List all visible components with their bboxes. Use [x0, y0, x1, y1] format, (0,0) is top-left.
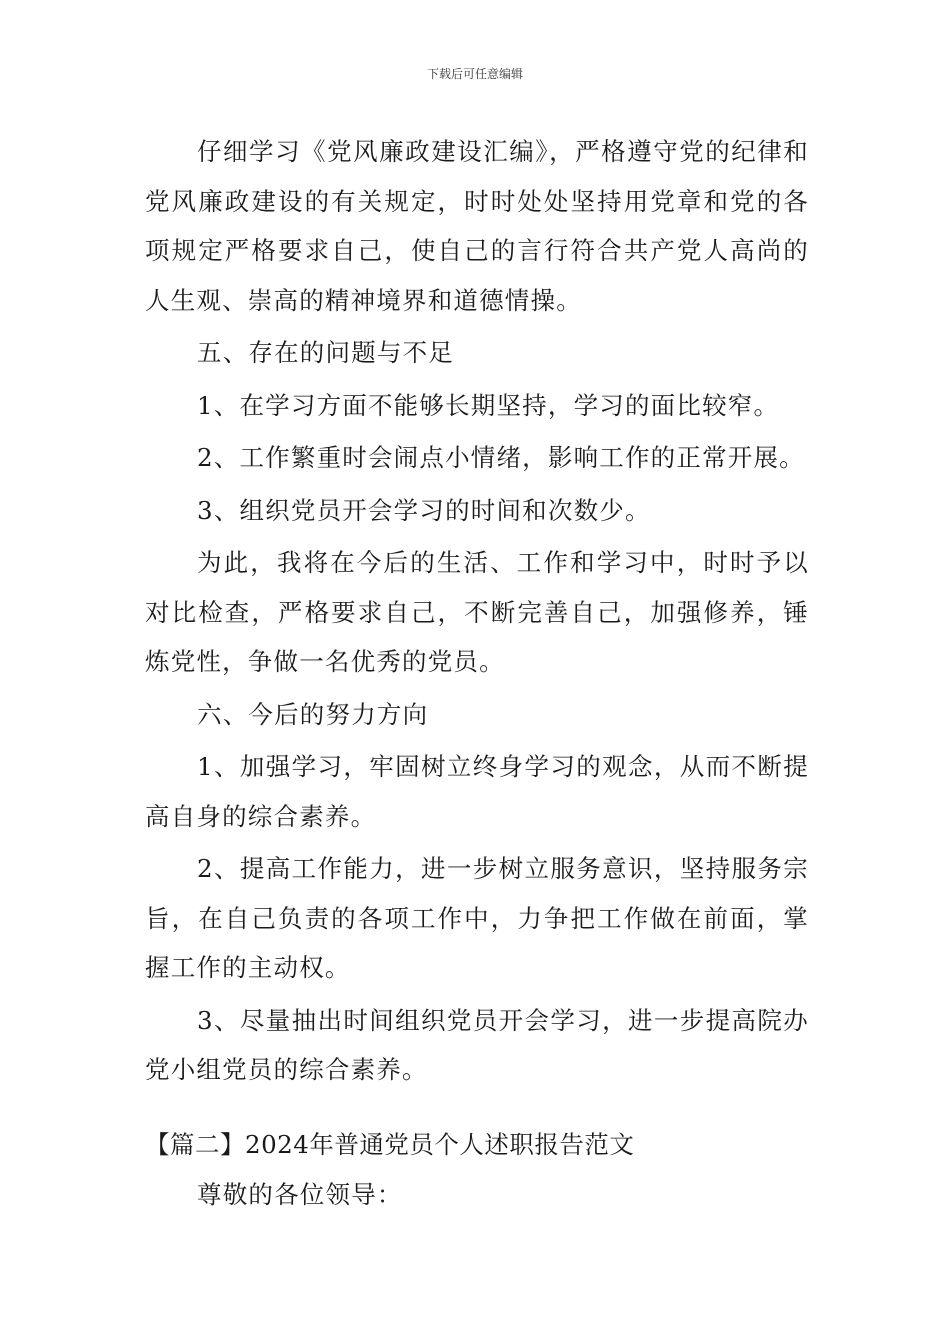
page-header-note: 下载后可任意编辑: [426, 67, 523, 81]
list-item-direction-3: 3、尽量抽出时间组织党员开会学习，进一步提高院办党小组党员的综合素养。: [145, 1005, 809, 1084]
heading-problems: 五、存在的问题与不足: [197, 338, 454, 367]
list-item-problem-3: 3、组织党员开会学习的时间和次数少。: [197, 495, 651, 525]
list-item-direction-2: 2、提高工作能力，进一步树立服务意识，坚持服务宗旨，在自己负责的各项工作中，力争把工作做在前面，掌握工作的主动权。: [145, 854, 809, 982]
heading-direction: 六、今后的努力方向: [197, 699, 429, 729]
paragraph-resolution: 为此，我将在今后的生活、工作和学习中，时时予以对比检查，严格要求自己，不断完善自己，加强修养，锤炼党性，争做一名优秀的党员。: [145, 548, 809, 676]
document-body: [145, 127, 809, 1098]
list-item-direction-1: 1、加强学习，牢固树立终身学习的观念，从而不断提高自身的综合素养。: [145, 752, 809, 831]
greeting: 尊敬的各位领导：: [197, 1180, 403, 1209]
list-item-problem-2: 2、工作繁重时会闹点小情绪，影响工作的正常开展。: [197, 443, 805, 472]
paragraph-discipline: 仔细学习《党风廉政建设汇编》，严格遵守党的纪律和党风廉政建设的有关规定，时时处处坚持用党章和党的各项规定严格要求自己，使自己的言行符合共产党人高尚的人生观、崇高的精神境界和道德情操。: [145, 137, 809, 315]
section-title: 【篇二】2024年普通党员个人述职报告范文: [145, 1130, 635, 1159]
list-item-problem-1: 1、在学习方面不能够长期坚持，学习的面比较窄。: [197, 390, 780, 420]
